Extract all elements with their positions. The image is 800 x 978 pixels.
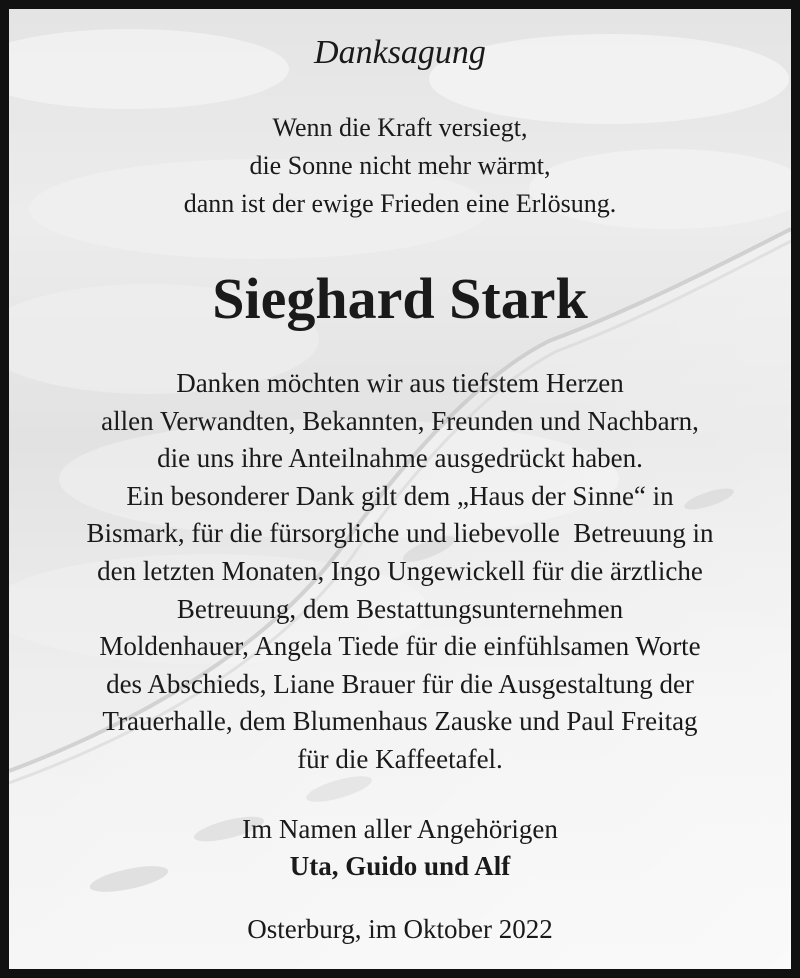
body-line: Danken möchten wir aus tiefstem Herzen	[176, 368, 624, 398]
body-line: des Abschieds, Liane Brauer für die Ausgestaltung der	[106, 668, 694, 699]
body-line: Betreuung, dem Bestattungsunternehmen	[176, 593, 624, 624]
body-line: Trauerhalle, dem Blumenhaus Zauske und Paul Freitag	[102, 706, 698, 737]
signature-intro: Im Namen aller Angehörigen	[242, 814, 558, 844]
body-line: die uns ihre Anteilnahme ausgedrückt haben.	[157, 443, 643, 474]
motto-verse	[9, 109, 791, 223]
body-line: Moldenhauer, Angela Tiede für die einfühlsamen Worte	[99, 631, 701, 662]
body-line: den letzten Monaten, Ingo Ungewickell für die ärztliche	[97, 555, 703, 586]
body-line: Bismark, für die fürsorgliche und liebevolle Betreuung in	[86, 518, 714, 549]
signers-names: Uta, Guido und Alf	[289, 851, 511, 881]
place-and-date: Osterburg, im Oktober 2022	[247, 914, 553, 944]
body-line: allen Verwandten, Bekannten, Freunden und Nachbarn,	[101, 405, 699, 436]
thanks-body	[9, 365, 791, 779]
notice-heading: Danksagung	[314, 34, 486, 71]
body-line: Ein besonderer Dank gilt dem „Haus der Sinne“ in	[126, 480, 674, 511]
body-line: für die Kaffeetafel.	[297, 743, 503, 774]
motto-line: dann ist der ewige Frieden eine Erlösung.	[183, 189, 617, 218]
motto-line: die Sonne nicht mehr wärmt,	[249, 151, 551, 180]
motto-line: Wenn die Kraft versiegt,	[272, 113, 528, 142]
deceased-name: Sieghard Stark	[212, 266, 588, 331]
